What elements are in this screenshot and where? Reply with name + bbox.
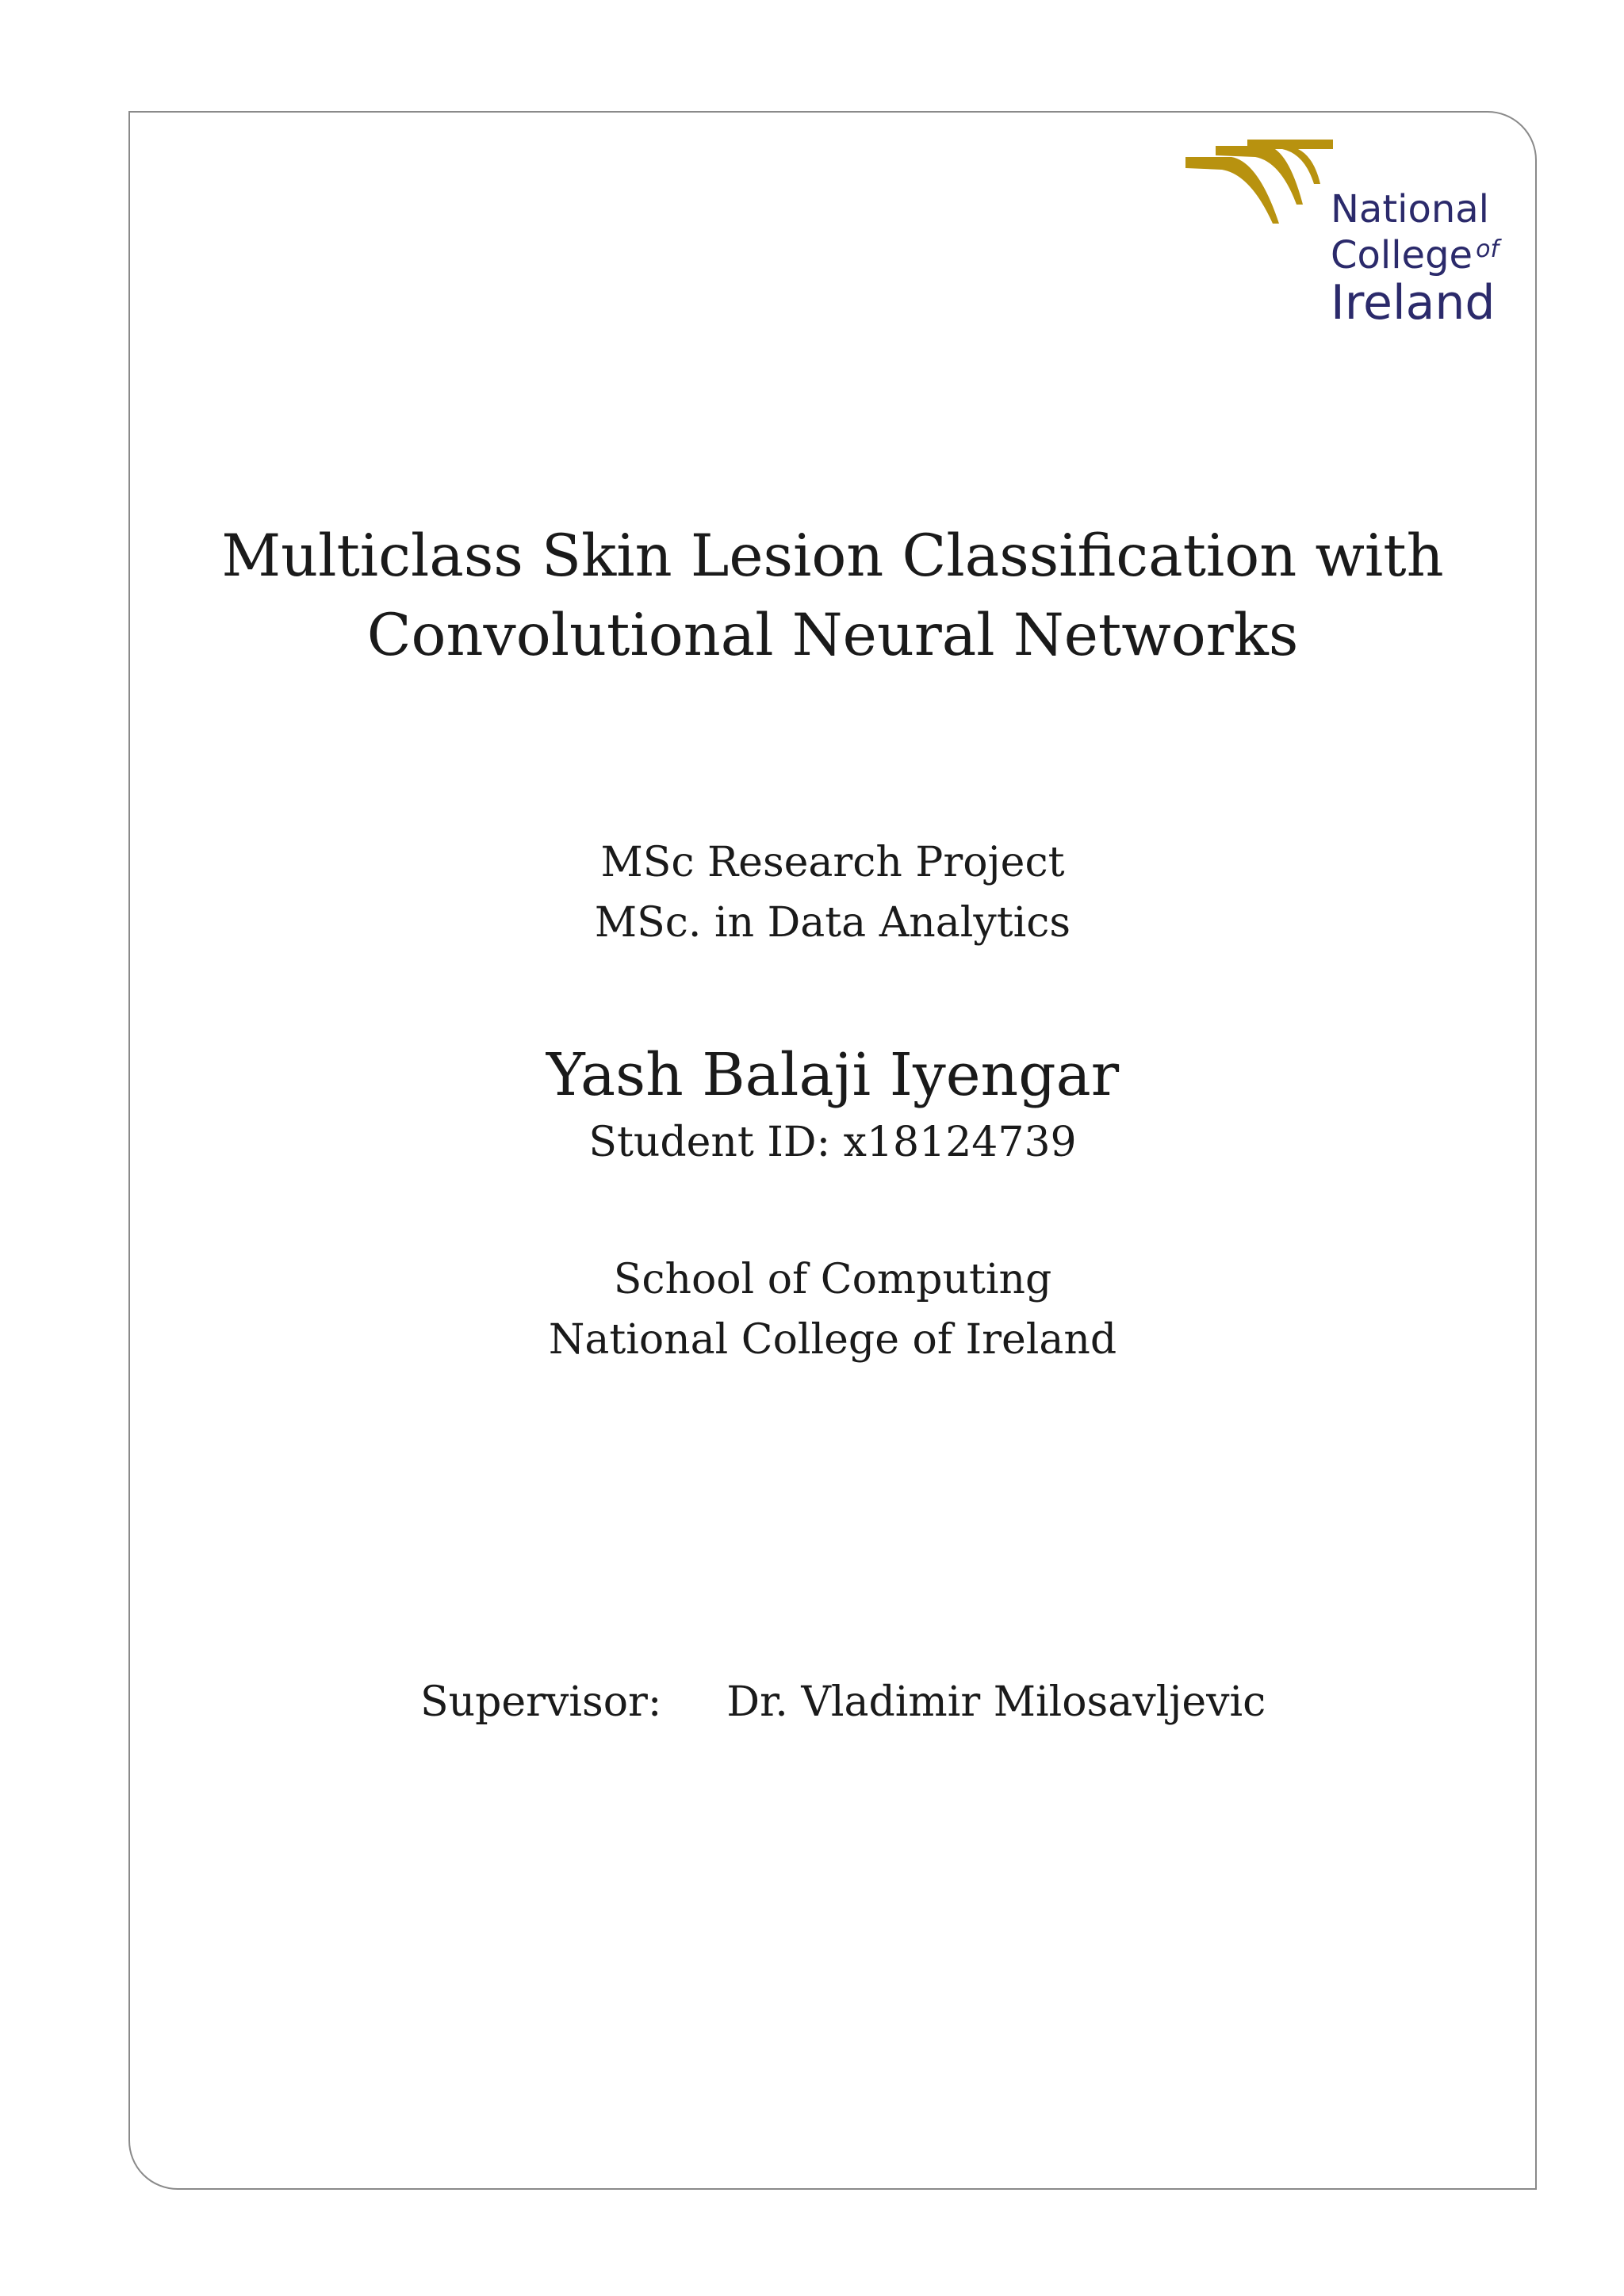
project-type: MSc Research Project <box>600 839 1065 886</box>
logo-national: National <box>1331 187 1490 232</box>
student-id-value: x18124739 <box>843 1119 1077 1166</box>
logo-college-word: College <box>1331 233 1473 277</box>
student-id-label: Student ID: <box>588 1119 831 1166</box>
logo-college <box>1331 233 1500 277</box>
supervisor-label: Supervisor: <box>420 1678 662 1726</box>
logo-text <box>1331 187 1500 331</box>
programme-info <box>128 832 1537 953</box>
programme-name: MSc. in Data Analytics <box>594 899 1071 947</box>
supervisor-line <box>420 1674 1266 1730</box>
document-title <box>128 517 1537 675</box>
institution-name: National College of Ireland <box>548 1316 1117 1364</box>
author-name: Yash Balaji Iyengar <box>546 1041 1120 1109</box>
logo-swoosh-icon <box>1185 140 1344 227</box>
supervisor-name: Dr. Vladimir Milosavljevic <box>726 1678 1266 1726</box>
title-line-2: Convolutional Neural Networks <box>366 602 1299 669</box>
college-logo <box>1185 140 1503 338</box>
school-name: School of Computing <box>613 1256 1052 1303</box>
title-line-1: Multiclass Skin Lesion Classification with <box>221 522 1444 590</box>
logo-of: of <box>1476 235 1500 263</box>
student-id-line <box>128 1115 1537 1170</box>
affiliation <box>128 1249 1537 1370</box>
logo-ireland: Ireland <box>1331 275 1496 331</box>
